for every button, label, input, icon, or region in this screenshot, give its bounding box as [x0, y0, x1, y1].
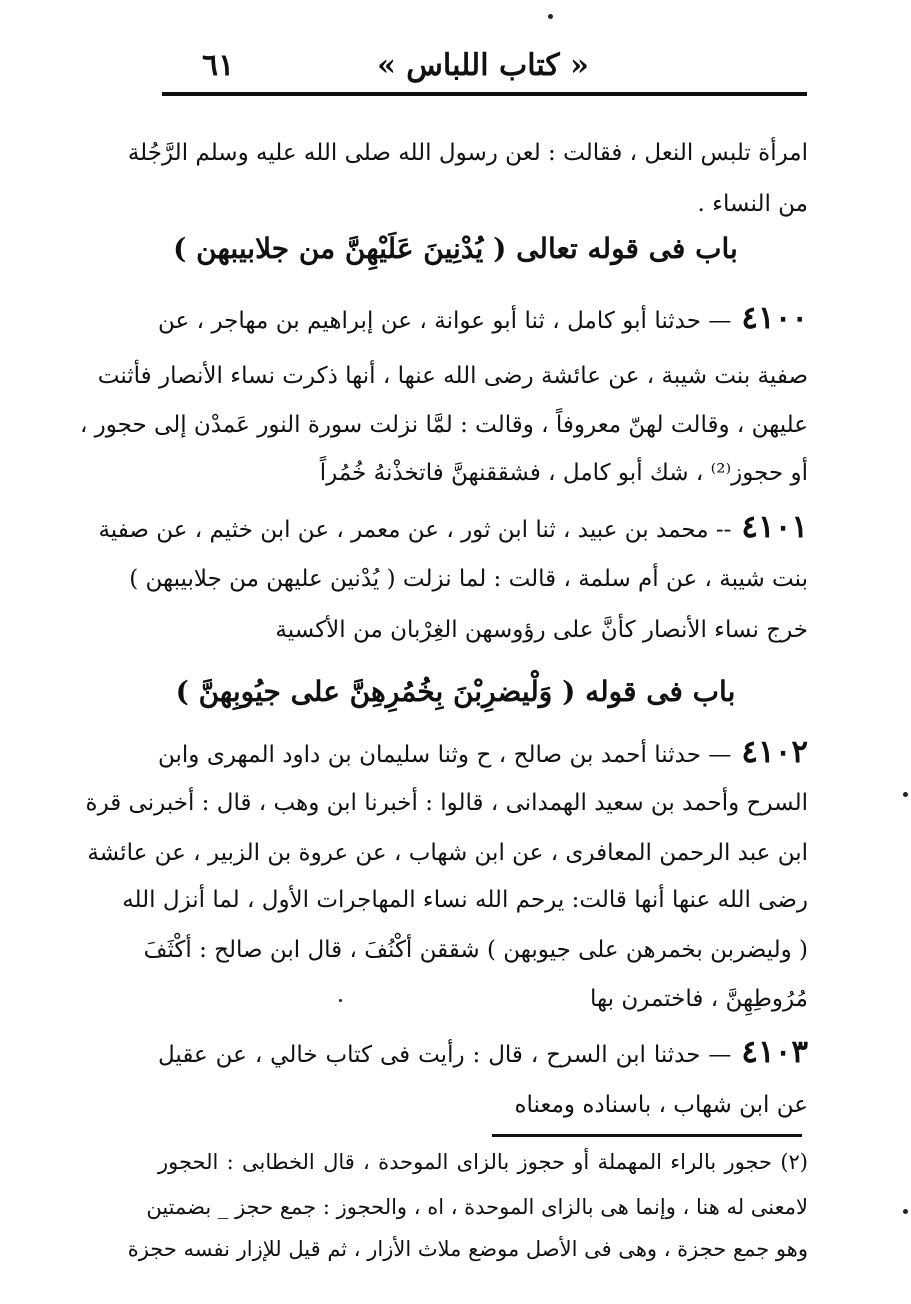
- hadith-number: ٤١٠٢: [741, 734, 808, 770]
- hadith-line: [158, 734, 808, 770]
- hadith-text: — حدثنا أبو كامل ، ثنا أبو عوانة ، عن إبراهيم بن مهاجر ، عن: [158, 308, 732, 334]
- hadith-text: — حدثنا أحمد بن صالح ، ح وثنا سليمان بن داود المهرى وابن: [158, 742, 732, 768]
- scan-speck: [903, 792, 908, 797]
- scan-speck: [903, 1209, 908, 1214]
- hadith-number: ٤١٠١: [741, 509, 808, 545]
- body-line: امرأة تلبس النعل ، فقالت : لعن رسول الله صلى الله عليه وسلم الرَّجُلة: [127, 140, 808, 166]
- page-header: [160, 38, 806, 88]
- hadith-line: بنت شيبة ، عن أم سلمة ، قالت : لما نزلت ( يُدْنين عليهن من جلابيبهن ): [129, 566, 808, 592]
- running-title: « كتاب اللباس »: [377, 48, 589, 83]
- hadith-line: صفية بنت شيبة ، عن عائشة رضى الله عنها ، أنها ذكرت نساء الأنصار فأثنت: [97, 363, 808, 389]
- hadith-text: — حدثنا ابن السرح ، قال : رأيت فى كتاب خالي ، عن عقيل: [158, 1042, 732, 1068]
- footnote-line: لامعنى له هنا ، وإنما هى بالزاى الموحدة ، اه ، والحجوز : جمع حجز _ بضمتين: [146, 1195, 808, 1219]
- hadith-line: عن ابن شهاب ، باسناده ومعناه: [514, 1092, 808, 1118]
- hadith-line: خرج نساء الأنصار كأنَّ على رؤوسهن الغِرْبان من الأكسية: [275, 617, 808, 643]
- chapter-heading: باب فى قوله ( وَلْيضرِبْنَ بِخُمُرِهِنَّ على جيُوبِهنَّ ): [175, 675, 736, 708]
- hadith-line: [98, 509, 808, 545]
- page-number: ٦١: [202, 48, 235, 83]
- footnote-line: (٢) حجور بالراء المهملة أو حجوز بالزاى الموحدة ، قال الخطابى : الحجور: [158, 1150, 808, 1174]
- hadith-line: عليهن ، وقالت لهنّ معروفاً ، وقالت : لمَّا نزلت سورة النور عَمدْن إلى حجور ،: [79, 412, 808, 438]
- footnote-rule: [492, 1134, 802, 1137]
- hadith-number: ٤١٠٠: [741, 300, 808, 336]
- hadith-line: أو حجوز⁽²⁾ ، شك أبو كامل ، فشققنهنَّ فاتخذْنهُ خُمُراً: [319, 460, 808, 486]
- hadith-line: رضى الله عنها أنها قالت: يرحم الله نساء المهاجرات الأول ، لما أنزل الله: [122, 887, 808, 913]
- hadith-line: مُرُوطِهِنَّ ، فاختمرن بها: [590, 986, 808, 1012]
- body-line: من النساء .: [697, 191, 808, 217]
- hadith-line: [158, 1034, 808, 1070]
- chapter-heading: باب فى قوله تعالى ( يُدْنِينَ عَلَيْهِنَّ من جلابيبهن ): [173, 232, 738, 265]
- hadith-number: ٤١٠٣: [741, 1034, 808, 1070]
- scan-speck: [548, 14, 553, 19]
- hadith-line: ( وليضربن بخمرهن على جيوبهن ) شققن أكْنُفَ ، قال ابن صالح : أكْثَفَ: [143, 937, 808, 963]
- hadith-text: -- محمد بن عبيد ، ثنا ابن ثور ، عن معمر ، عن ابن خثيم ، عن صفية: [98, 517, 732, 543]
- hadith-line: ابن عبد الرحمن المعافرى ، عن ابن شهاب ، عن عروة بن الزبير ، عن عائشة: [87, 840, 808, 866]
- hadith-line: [158, 300, 808, 336]
- header-rule: [162, 92, 807, 96]
- hadith-line: السرح وأحمد بن سعيد الهمدانى ، قالوا : أخبرنا ابن وهب ، قال : أخبرنى قرة: [85, 790, 808, 816]
- footnote-line: وهو جمع حجزة ، وهى فى الأصل موضع ملاث الأزار ، ثم قيل للإزار نفسه حجزة: [127, 1237, 808, 1261]
- scan-speck: [339, 999, 342, 1002]
